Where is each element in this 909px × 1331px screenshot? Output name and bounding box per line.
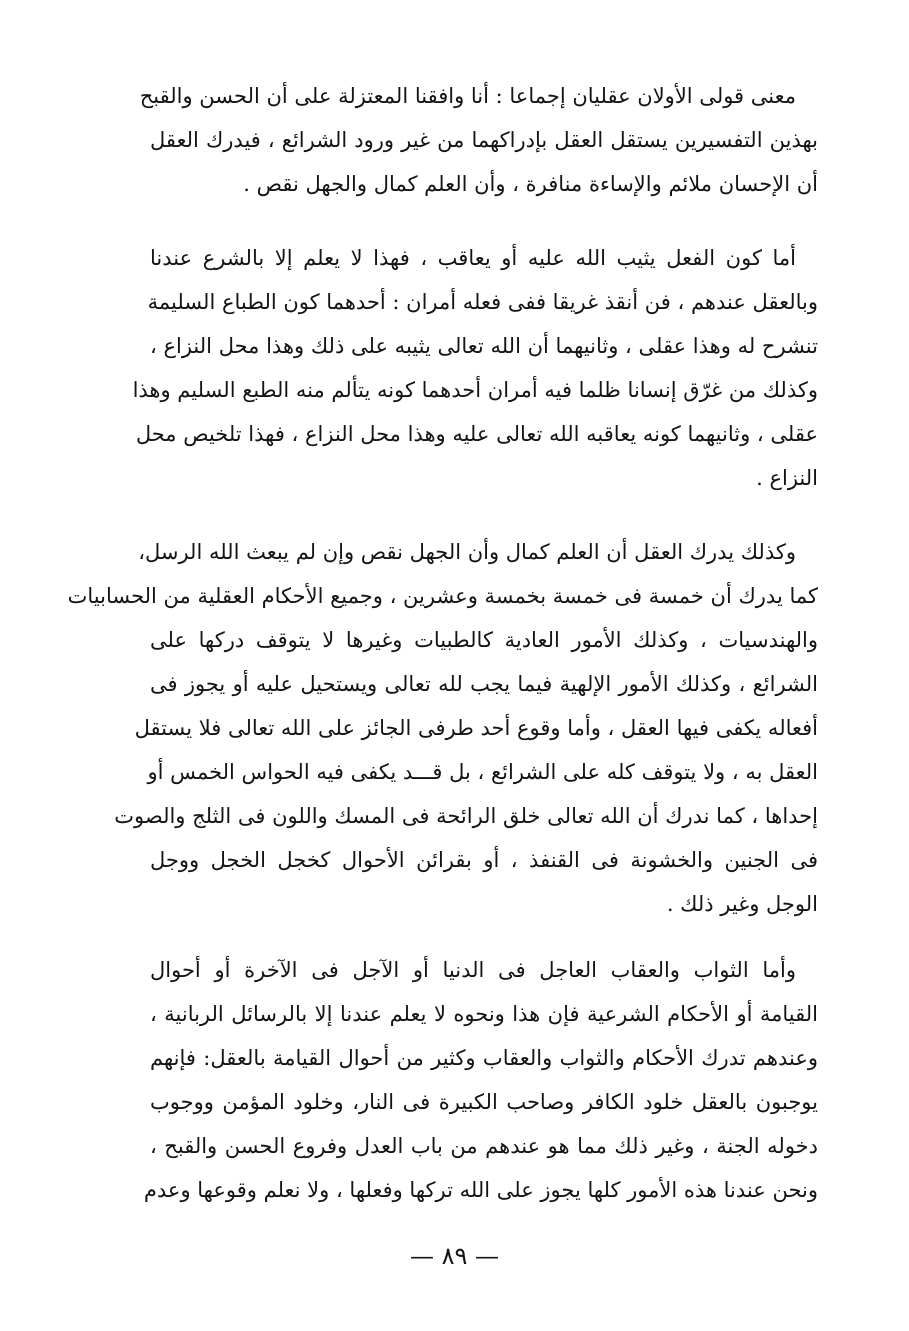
text-line: وبالعقل عندهم ، فن أنقذ غريقا ففى فعله أمران : أحدهما كون الطباع السليمة (147, 290, 818, 314)
paragraph-3 (67, 530, 818, 926)
text-line: وكذلك يدرك العقل أن العلم كمال وأن الجهل نقص وإن لم يبعث الله الرسل، (138, 540, 796, 564)
text-line: الوجل وغير ذلك . (666, 892, 818, 916)
text-line: النزاع . (756, 466, 818, 490)
text-line: معنى قولى الأولان عقليان إجماعا : أنا وافقنا المعتزلة على أن الحسن والقبح (139, 84, 796, 108)
text-line: دخوله الجنة ، وغير ذلك مما هو عندهم من باب العدل وفروع الحسن والقبح ، (150, 1134, 818, 1158)
text-line: أن الإحسان ملائم والإساءة منافرة ، وأن العلم كمال والجهل نقص . (243, 172, 818, 196)
paragraph-4 (143, 948, 818, 1212)
text-line: والهندسيات ، وكذلك الأمور العادية كالطبيات وغيرها لا يتوقف دركها على (150, 628, 818, 652)
text-line: بهذين التفسيرين يستقل العقل بإدراكهما من غير ورود الشرائع ، فيدرك العقل (150, 128, 818, 152)
text-line: فى الجنين والخشونة فى القنفذ ، أو بقرائن الأحوال كخجل الخجل ووجل (150, 848, 818, 872)
text-line: ونحن عندنا هذه الأمور كلها يجوز على الله تركها وفعلها ، ولا نعلم وقوعها وعدم (143, 1178, 818, 1202)
text-line: الشرائع ، وكذلك الأمور الإلهية فيما يجب لله تعالى ويستحيل عليه أو يجوز فى (150, 672, 818, 696)
page-number: — ٨٩ — (409, 1242, 500, 1270)
text-line: أما كون الفعل يثيب الله عليه أو يعاقب ، فهذا لا يعلم إلا بالشرع عندنا (150, 246, 796, 270)
text-line: تنشرح له وهذا عقلى ، وثانيهما أن الله تعالى يثيبه على ذلك وهذا محل النزاع ، (150, 334, 818, 358)
text-line: العقل به ، ولا يتوقف كله على الشرائع ، بل قـــد يكفى فيه الحواس الخمس أو (147, 760, 818, 784)
text-line: عقلى ، وثانيهما كونه يعاقبه الله تعالى عليه وهذا محل النزاع ، فهذا تلخيص محل (135, 422, 818, 446)
text-line: أفعاله يكفى فيها العقل ، وأما وقوع أحد طرفى الجائز على الله تعالى فلا يستقل (134, 716, 818, 740)
text-line: إحداها ، كما ندرك أن الله تعالى خلق الرائحة فى المسك واللون فى الثلج والصوت (114, 804, 818, 828)
text-line: وعندهم تدرك الأحكام والثواب والعقاب وكثير من أحوال القيامة بالعقل: فإنهم (150, 1046, 818, 1070)
paragraph-2 (132, 236, 818, 500)
text-line: وكذلك من غرّق إنسانا ظلما فيه أمران أحدهما كونه يتألم منه الطبع السليم وهذا (132, 378, 818, 402)
text-line: يوجبون بالعقل خلود الكافر وصاحب الكبيرة فى النار، وخلود المؤمن ووجوب (150, 1090, 818, 1114)
paragraph-1 (139, 74, 818, 206)
text-line: كما يدرك أن خمسة فى خمسة بخمسة وعشرين ، وجميع الأحكام العقلية من الحسابيات (67, 584, 818, 608)
text-line: القيامة أو الأحكام الشرعية فإن هذا ونحوه لا يعلم عندنا إلا بالرسائل الربانية ، (150, 1002, 818, 1026)
text-line: وأما الثواب والعقاب العاجل فى الدنيا أو الآجل فى الآخرة أو أحوال (150, 958, 796, 982)
